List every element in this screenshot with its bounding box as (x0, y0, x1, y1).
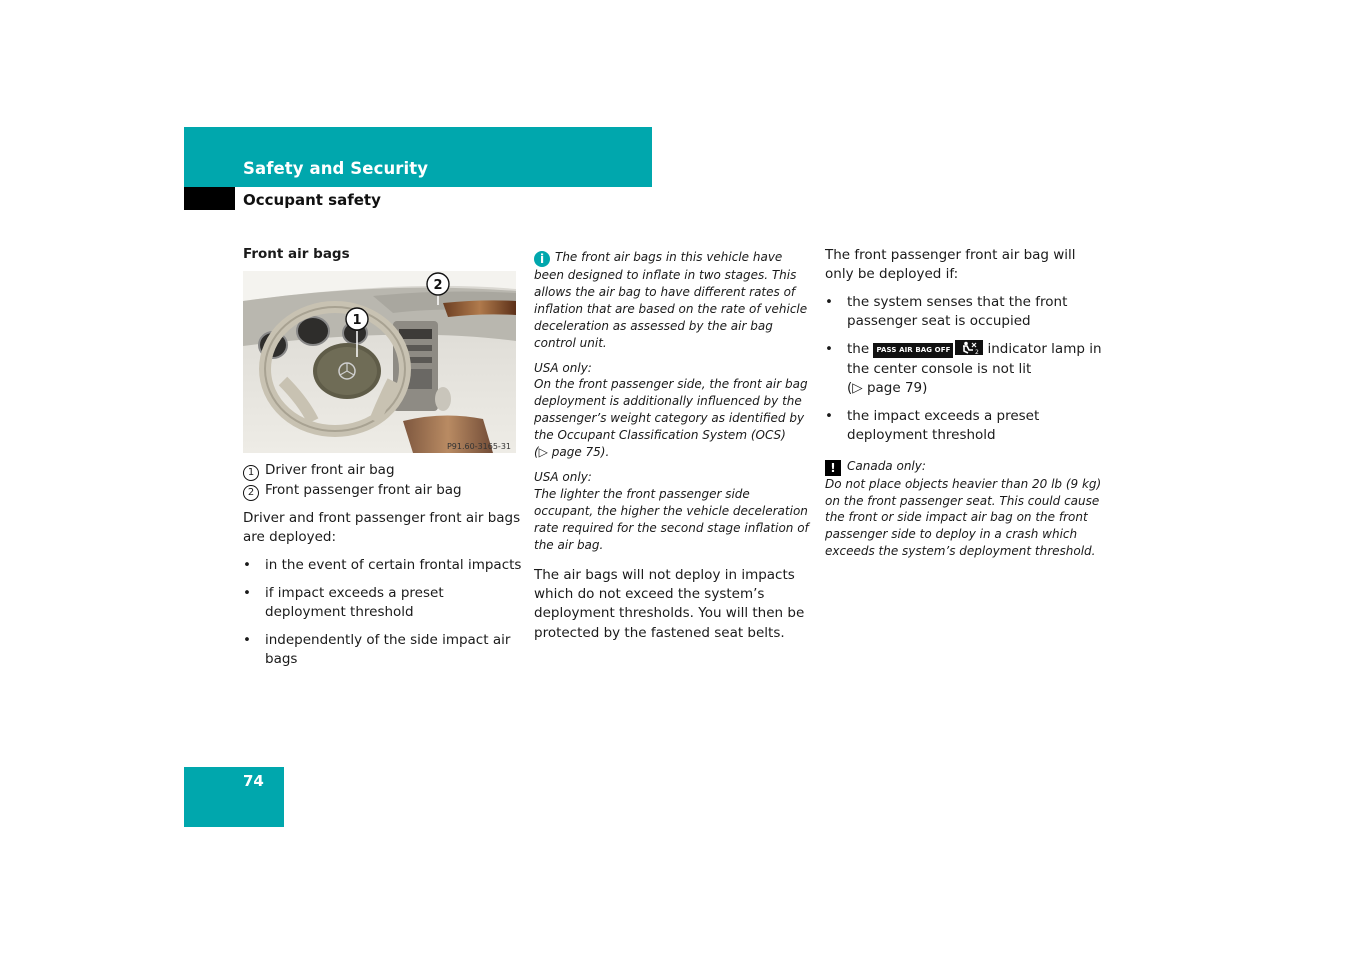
deployment-intro: Driver and front passenger front air bags are deployed: (243, 510, 521, 546)
list-item: • in the event of certain frontal impacts (243, 556, 523, 575)
pass-air-bag-off-label: PASS AIR BAG OFF (873, 343, 953, 358)
section-title: Safety and Security (243, 159, 429, 178)
column-middle (534, 249, 810, 643)
column-right (825, 246, 1105, 560)
warning-text: Do not place objects heavier than 20 lb (9 kg) on the front passenger seat. This could cause the front or side impact air bag on the front passenger side to deploy in a crash which exceeds the system’s deployment threshold. (825, 476, 1102, 559)
passenger-deploy-intro: The front passenger front air bag will only be deployed if: (825, 247, 1076, 283)
figure-code: P91.60-3165-31 (446, 442, 511, 451)
subsection-title: Occupant safety (243, 191, 381, 209)
dashboard-figure (243, 271, 516, 453)
warning-icon: ! (825, 460, 841, 476)
page-reference: (▷ page 79) (847, 379, 928, 396)
usa-note-1-label: USA only: (534, 360, 592, 375)
warning-label: Canada only: (847, 458, 926, 473)
usa-note-2-label: USA only: (534, 469, 592, 484)
list-item: • the impact exceeds a preset deployment threshold (825, 407, 1105, 446)
column-left (243, 246, 523, 678)
legend-text: Front passenger front air bag (265, 482, 462, 498)
usa-note-2-text: The lighter the front passenger side occupant, the higher the vehicle deceleration rate required for the second stage inflation of the air bag. (534, 486, 809, 552)
info-icon: i (534, 251, 550, 267)
callout-2: 2 (433, 278, 443, 293)
page-number-box (184, 767, 284, 827)
list-item: • the system senses that the front passenger seat is occupied (825, 293, 1105, 332)
front-airbags-heading: Front air bags (243, 246, 350, 262)
legend-item (243, 461, 523, 481)
header-band (184, 127, 652, 187)
subsection-marker (184, 187, 235, 210)
legend-number: 1 (243, 465, 259, 481)
list-item (825, 340, 1105, 398)
page-number: 74 (243, 772, 264, 790)
svg-text:2: 2 (975, 349, 980, 356)
warning-label-line (825, 458, 1105, 476)
legend-text: Driver front air bag (265, 462, 395, 478)
legend-item (243, 481, 523, 501)
dashboard-illustration (243, 271, 516, 453)
no-deploy-text: The air bags will not deploy in impacts which do not exceed the system’s deployment thresholds. You will then be protected by the fastened seat belts. (534, 566, 805, 641)
deployment-conditions-list (243, 556, 523, 670)
legend-number: 2 (243, 485, 259, 501)
list-item: • if impact exceeds a preset deployment threshold (243, 584, 523, 623)
passenger-airbag-off-icon (955, 340, 983, 355)
usa-note-1-text: On the front passenger side, the front air bag deployment is additionally influenced by the passenger’s weight category as identified by the Occupant Classification System (OCS) (534, 377, 808, 443)
callout-1: 1 (352, 313, 362, 328)
info-text: The front air bags in this vehicle have been designed to inflate in two stages. This allows the air bag to have different rates of inflation that are based on the rate of vehicle deceleration as assessed by the air bag control unit. (534, 250, 808, 350)
passenger-conditions-list (825, 293, 1105, 446)
usa-note-1-page-ref: (▷ page 75). (534, 445, 610, 460)
bullet-suffix: indicator lamp in the center console is not lit (847, 341, 1102, 377)
list-item: • independently of the side impact air bags (243, 631, 523, 670)
figure-legend (243, 461, 523, 501)
info-note (534, 249, 810, 352)
bullet-prefix: the (847, 341, 870, 358)
